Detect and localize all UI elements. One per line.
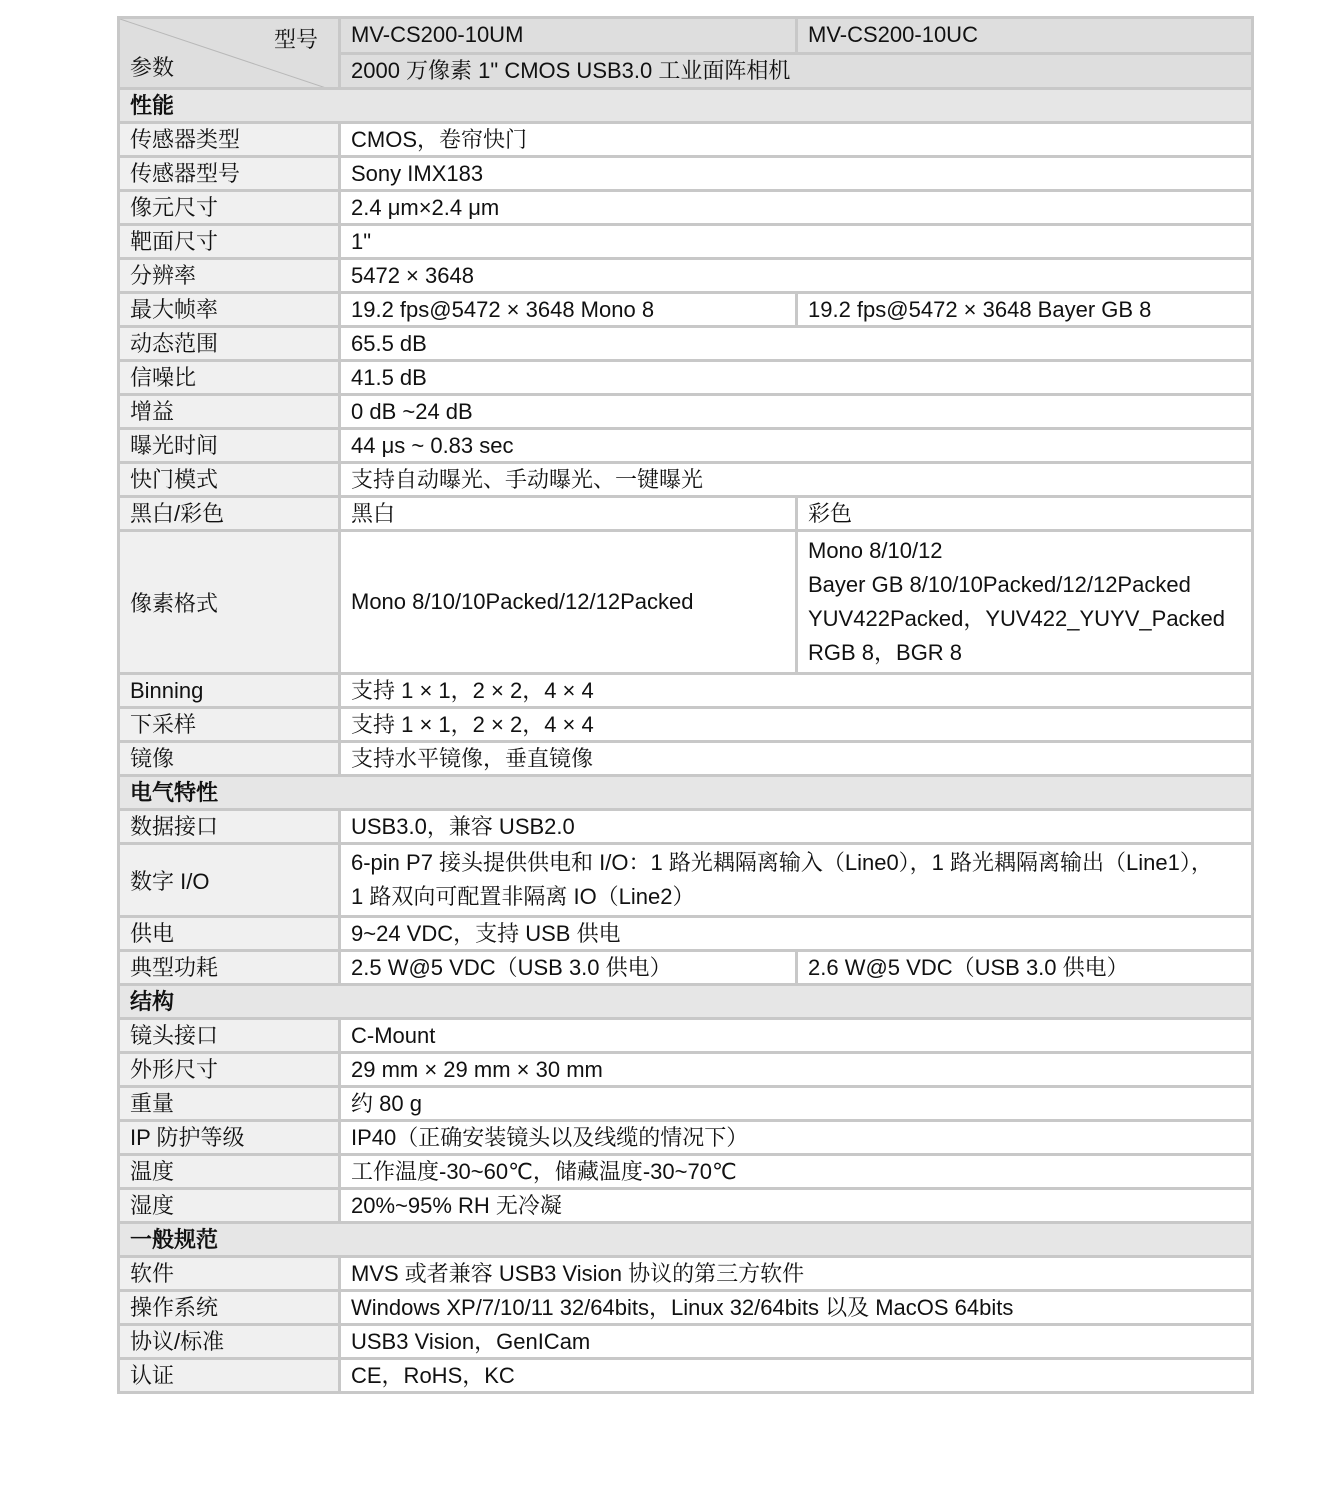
row-value: 支持水平镜像，垂直镜像 (340, 742, 1253, 776)
section-title: 电气特性 (119, 776, 1253, 810)
param-label: 参数 (130, 55, 175, 80)
row-label: 增益 (119, 395, 340, 429)
row-value-um: 19.2 fps@5472 × 3648 Mono 8 (340, 293, 797, 327)
row-label: 动态范围 (119, 327, 340, 361)
row-value: C-Mount (340, 1019, 1253, 1053)
row-label: 供电 (119, 917, 340, 951)
model-label: 型号 (273, 27, 318, 52)
row-os (119, 1291, 1253, 1325)
row-power-consumption (119, 951, 1253, 985)
row-label: 典型功耗 (119, 951, 340, 985)
section-general (119, 1223, 1253, 1257)
row-pixel-format (119, 531, 1253, 674)
row-value: CMOS，卷帘快门 (340, 123, 1253, 157)
section-electrical (119, 776, 1253, 810)
row-label: 靶面尺寸 (119, 225, 340, 259)
row-dimensions (119, 1053, 1253, 1087)
row-value-um: 黑白 (340, 497, 797, 531)
row-value: 65.5 dB (340, 327, 1253, 361)
row-value: 41.5 dB (340, 361, 1253, 395)
row-software (119, 1257, 1253, 1291)
row-value: 9~24 VDC，支持 USB 供电 (340, 917, 1253, 951)
row-value: IP40（正确安装镜头以及线缆的情况下） (340, 1121, 1253, 1155)
row-label: 镜头接口 (119, 1019, 340, 1053)
row-max-fps (119, 293, 1253, 327)
row-label: IP 防护等级 (119, 1121, 340, 1155)
row-value: Windows XP/7/10/11 32/64bits，Linux 32/64bits 以及 MacOS 64bits (340, 1291, 1253, 1325)
row-label: 软件 (119, 1257, 340, 1291)
row-value: 0 dB ~24 dB (340, 395, 1253, 429)
header-corner-cell (119, 18, 340, 89)
format-line: YUV422Packed，YUV422_YUYV_Packed (808, 606, 1226, 631)
row-shutter-mode (119, 463, 1253, 497)
format-line: Mono 8/10/12 (808, 538, 943, 563)
row-value: Sony IMX183 (340, 157, 1253, 191)
model-um: MV-CS200-10UM (340, 18, 797, 54)
row-value-um: 2.5 W@5 VDC（USB 3.0 供电） (340, 951, 797, 985)
row-value: 5472 × 3648 (340, 259, 1253, 293)
row-value: USB3 Vision，GenICam (340, 1325, 1253, 1359)
row-label: 像元尺寸 (119, 191, 340, 225)
section-title: 性能 (119, 89, 1253, 123)
row-value-uc: 2.6 W@5 VDC（USB 3.0 供电） (797, 951, 1253, 985)
row-decimation (119, 708, 1253, 742)
row-temperature (119, 1155, 1253, 1189)
format-line: RGB 8，BGR 8 (808, 640, 963, 665)
row-value-um: Mono 8/10/10Packed/12/12Packed (340, 531, 797, 674)
spec-table (117, 16, 1254, 1394)
row-pixel-size (119, 191, 1253, 225)
row-label: 镜像 (119, 742, 340, 776)
row-label: 快门模式 (119, 463, 340, 497)
row-value: 1" (340, 225, 1253, 259)
row-label: 湿度 (119, 1189, 340, 1223)
row-protocol (119, 1325, 1253, 1359)
row-label: 数据接口 (119, 810, 340, 844)
row-value-uc: 19.2 fps@5472 × 3648 Bayer GB 8 (797, 293, 1253, 327)
row-value: 2.4 μm×2.4 μm (340, 191, 1253, 225)
row-label: 认证 (119, 1359, 340, 1393)
section-performance (119, 89, 1253, 123)
row-label: 协议/标准 (119, 1325, 340, 1359)
row-label: 曝光时间 (119, 429, 340, 463)
row-value: 20%~95% RH 无冷凝 (340, 1189, 1253, 1223)
row-value: 约 80 g (340, 1087, 1253, 1121)
section-structure (119, 985, 1253, 1019)
row-mono-color (119, 497, 1253, 531)
row-gain (119, 395, 1253, 429)
row-binning (119, 674, 1253, 708)
row-value: 工作温度-30~60℃，储藏温度-30~70℃ (340, 1155, 1253, 1189)
row-value: 支持 1 × 1，2 × 2，4 × 4 (340, 708, 1253, 742)
row-dynamic-range (119, 327, 1253, 361)
row-label: 数字 I/O (119, 844, 340, 917)
io-line: 1 路双向可配置非隔离 IO（Line2） (351, 884, 695, 909)
row-label: 像素格式 (119, 531, 340, 674)
row-target-size (119, 225, 1253, 259)
row-label: 温度 (119, 1155, 340, 1189)
row-certification (119, 1359, 1253, 1393)
section-title: 结构 (119, 985, 1253, 1019)
row-exposure-time (119, 429, 1253, 463)
row-digital-io (119, 844, 1253, 917)
row-sensor-model (119, 157, 1253, 191)
row-label: Binning (119, 674, 340, 708)
row-value: MVS 或者兼容 USB3 Vision 协议的第三方软件 (340, 1257, 1253, 1291)
row-weight (119, 1087, 1253, 1121)
row-data-interface (119, 810, 1253, 844)
row-value: 支持 1 × 1，2 × 2，4 × 4 (340, 674, 1253, 708)
row-label: 外形尺寸 (119, 1053, 340, 1087)
io-line: 6-pin P7 接头提供供电和 I/O：1 路光耦隔离输入（Line0），1 路光耦隔离输出（Line1）， (351, 850, 1213, 875)
row-value: CE，RoHS，KC (340, 1359, 1253, 1393)
section-title: 一般规范 (119, 1223, 1253, 1257)
row-label: 传感器类型 (119, 123, 340, 157)
row-humidity (119, 1189, 1253, 1223)
row-label: 传感器型号 (119, 157, 340, 191)
row-power-supply (119, 917, 1253, 951)
row-label: 信噪比 (119, 361, 340, 395)
header-model-row (119, 18, 1253, 54)
row-ip-rating (119, 1121, 1253, 1155)
row-label: 操作系统 (119, 1291, 340, 1325)
row-label: 分辨率 (119, 259, 340, 293)
row-label: 重量 (119, 1087, 340, 1121)
row-sensor-type (119, 123, 1253, 157)
model-uc: MV-CS200-10UC (797, 18, 1253, 54)
row-label: 下采样 (119, 708, 340, 742)
row-value: 29 mm × 29 mm × 30 mm (340, 1053, 1253, 1087)
row-snr (119, 361, 1253, 395)
row-value: USB3.0，兼容 USB2.0 (340, 810, 1253, 844)
row-lens-mount (119, 1019, 1253, 1053)
row-value: 44 μs ~ 0.83 sec (340, 429, 1253, 463)
format-line: Bayer GB 8/10/10Packed/12/12Packed (808, 572, 1191, 597)
row-label: 黑白/彩色 (119, 497, 340, 531)
row-label: 最大帧率 (119, 293, 340, 327)
row-resolution (119, 259, 1253, 293)
row-value (340, 844, 1253, 917)
row-value-uc: 彩色 (797, 497, 1253, 531)
row-mirror (119, 742, 1253, 776)
row-value: 支持自动曝光、手动曝光、一键曝光 (340, 463, 1253, 497)
row-value-uc (797, 531, 1253, 674)
summary: 2000 万像素 1" CMOS USB3.0 工业面阵相机 (340, 53, 1253, 89)
